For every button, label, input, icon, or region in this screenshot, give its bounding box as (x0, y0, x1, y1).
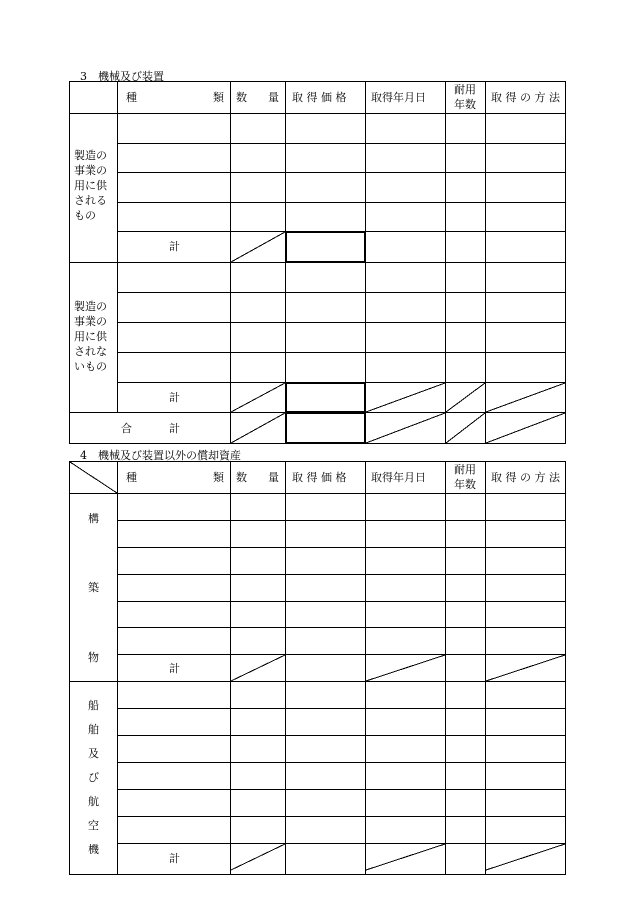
s4-group2-char: 及 (88, 747, 99, 760)
s3-header-qty-left: 数 (236, 91, 247, 104)
s3-group2-label-line: 用に供 (74, 330, 107, 343)
s3-total-label-right: 計 (169, 422, 180, 435)
s4-subtotal-label-1: 計 (169, 662, 180, 675)
price-subtotal-box-2[interactable] (286, 383, 365, 412)
s3-group1-label-line: 事業の (74, 164, 107, 177)
s3-group2-label (74, 299, 107, 374)
s4-group1-char: 構 (88, 512, 99, 525)
s4-group2-char: 船 (88, 699, 99, 712)
s4-header-life-1: 耐用 (454, 463, 476, 476)
section4-diagonal (231, 844, 285, 870)
s4-header-date: 取得年月日 (371, 471, 426, 484)
s3-group2-label-line: 事業の (74, 315, 107, 328)
s3-group1-label-line: もの (74, 209, 96, 222)
price-total-box[interactable] (286, 413, 365, 443)
s3-header-kind-left: 種 (126, 91, 137, 104)
s4-header-kind-right: 類 (213, 471, 224, 484)
s3-group2-label-line: 製造の (74, 300, 107, 313)
s4-group2-char: 空 (88, 819, 99, 832)
section4-diagonal (486, 655, 565, 681)
s4-group2-char: び (88, 771, 99, 784)
s3-subtotal-label-1: 計 (169, 240, 180, 253)
price-subtotal-box-1[interactable] (286, 232, 365, 262)
s4-header-life-2: 年数 (454, 478, 476, 491)
section3-diagonal (366, 413, 445, 443)
section3-diagonal (446, 383, 485, 412)
s3-group1-label-line: される (74, 194, 107, 207)
s4-group1-char: 築 (88, 581, 99, 594)
section3-diagonal (366, 383, 445, 412)
section3-diagonal (486, 383, 565, 412)
section4-title: 4 機械及び装置以外の償却資産 (80, 449, 241, 462)
s4-group2-char: 舶 (88, 723, 99, 736)
s3-group2-label-line: いもの (74, 360, 107, 373)
s4-group1-char: 物 (88, 651, 99, 664)
s3-header-price: 取 得 価 格 (292, 91, 347, 104)
s3-group1-label (74, 148, 107, 223)
s3-header-qty-right: 量 (268, 91, 279, 104)
s4-subtotal-label-2: 計 (169, 852, 180, 865)
s3-total-label-left: 合 (121, 422, 132, 435)
s4-group2-char: 航 (88, 795, 99, 808)
s4-header-qty-right: 量 (268, 471, 279, 484)
section4-diagonal (231, 655, 285, 681)
s3-header-life-1: 耐用 (454, 83, 476, 96)
section4-diagonal (366, 844, 445, 870)
s4-header-method: 取 得 の 方 法 (491, 471, 560, 484)
s4-header-qty-left: 数 (236, 471, 247, 484)
section3-diagonal (231, 232, 285, 262)
s3-header-kind-right: 類 (213, 91, 224, 104)
section4-diagonal (366, 655, 445, 681)
s3-subtotal-label-2: 計 (169, 391, 180, 404)
s3-group2-label-line: されな (74, 345, 107, 358)
section4-table-border (70, 462, 566, 875)
s4-group2-char: 機 (88, 843, 99, 856)
section3-diagonal (486, 413, 565, 443)
section4-header-diagonal (70, 462, 117, 493)
s3-group1-label-line: 用に供 (74, 179, 107, 192)
section3-diagonal (231, 383, 285, 412)
s4-header-kind-left: 種 (126, 471, 137, 484)
s3-header-date: 取得年月日 (371, 91, 426, 104)
s3-group1-label-line: 製造の (74, 149, 107, 162)
section4-diagonal (486, 844, 565, 870)
s3-header-method: 取 得 の 方 法 (491, 91, 560, 104)
s3-header-life-2: 年数 (454, 98, 476, 111)
section3-title: 3 機械及び装置 (80, 70, 164, 83)
s4-header-price: 取 得 価 格 (292, 471, 347, 484)
section3-diagonal (231, 413, 285, 443)
section3-diagonal (446, 413, 485, 443)
